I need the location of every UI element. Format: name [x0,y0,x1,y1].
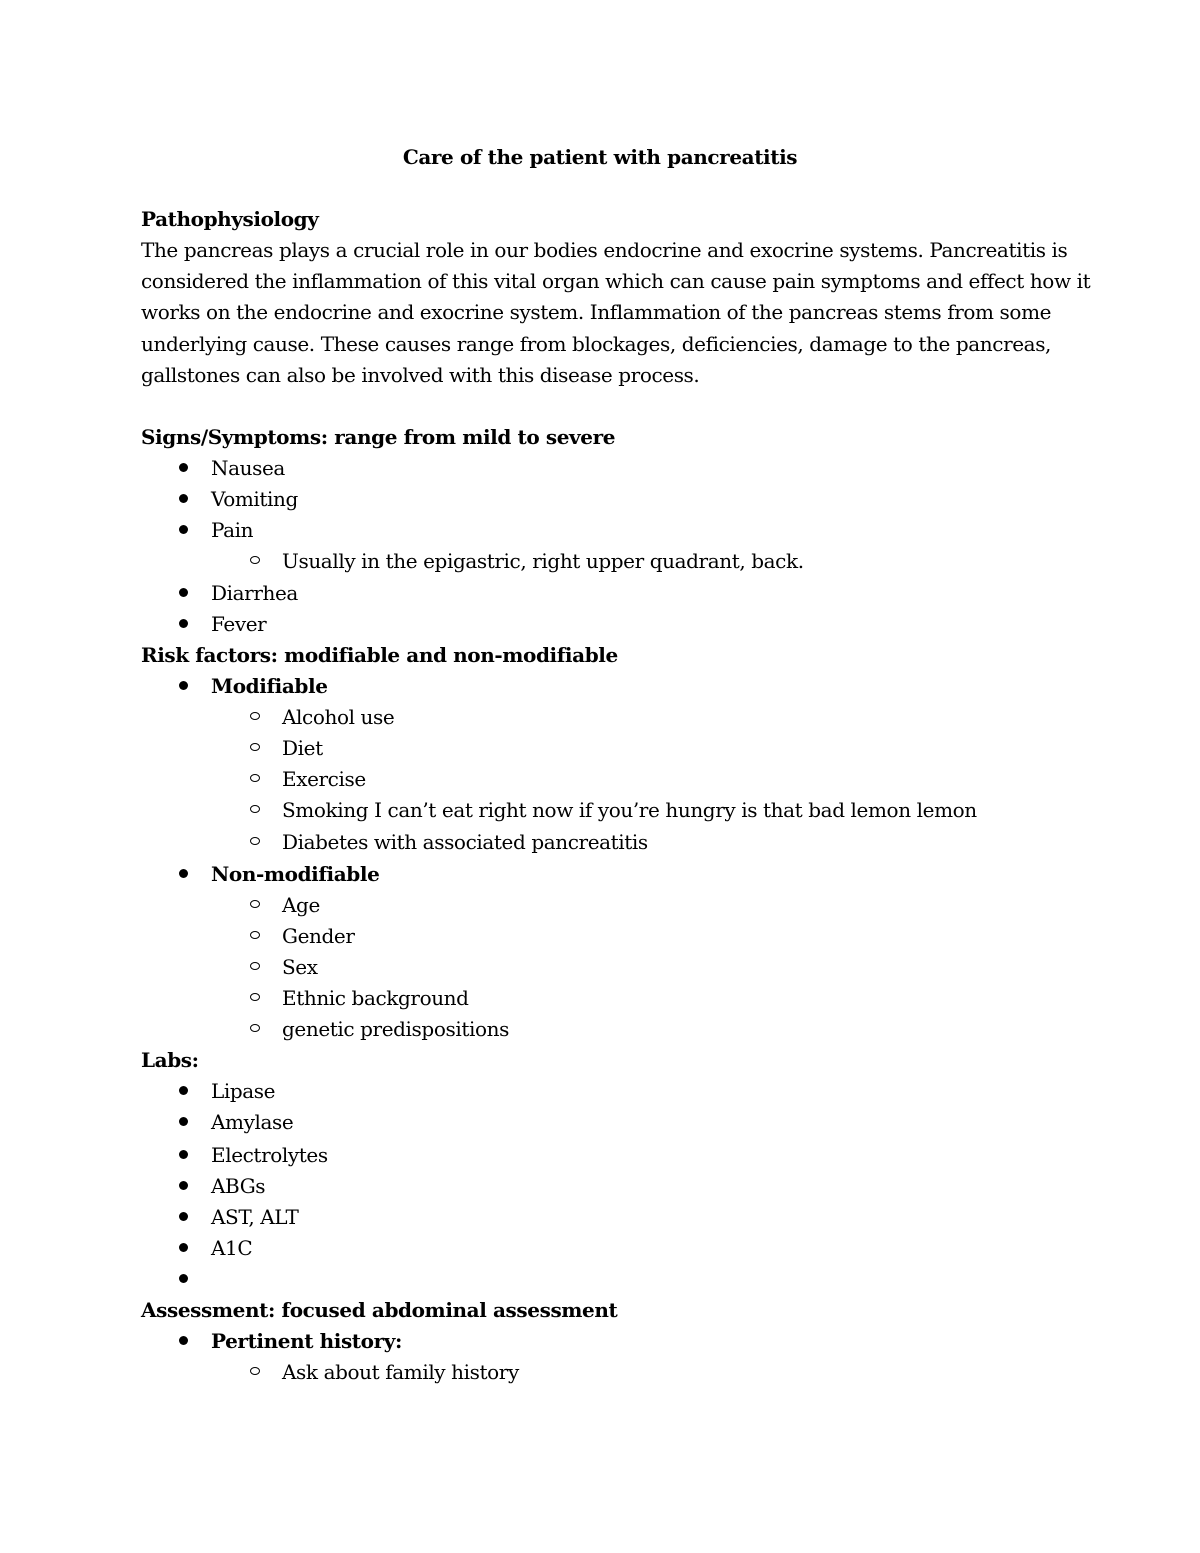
bullet-circle-icon [250,743,260,751]
list-item: AST, ALT [211,1205,299,1229]
risk-factors-heading: Risk factors: modifiable and non-modifiable [141,643,618,667]
list-sub-item: Smoking I can’t eat right now if you’re hungry is that bad lemon lemon [282,798,977,822]
list-item: Amylase [211,1110,294,1134]
bullet-dot-icon [179,494,188,503]
list-sub-item: Age [282,893,320,917]
bullet-circle-icon [250,931,260,939]
bullet-dot-icon [179,1086,188,1095]
list-item: Fever [211,612,267,636]
list-item: Electrolytes [211,1143,328,1167]
bullet-dot-icon [179,1150,188,1159]
list-sub-item: Sex [282,955,318,979]
bullet-dot-icon [179,1212,188,1221]
pathophysiology-line: considered the inflammation of this vital organ which can cause pain symptoms and effect how it [141,269,1091,293]
list-sub-item: genetic predispositions [282,1017,509,1041]
list-sub-item: Exercise [282,767,366,791]
bullet-dot-icon [179,869,188,878]
list-item: Diarrhea [211,581,298,605]
bullet-dot-icon [179,1117,188,1126]
list-sub-item: Alcohol use [282,705,395,729]
list-sub-item: Usually in the epigastric, right upper quadrant, back. [282,549,804,573]
bullet-dot-icon [179,1181,188,1190]
bullet-dot-icon [179,619,188,628]
pathophysiology-line: underlying cause. These causes range from blockages, deficiencies, damage to the pancreas, [141,332,1052,356]
list-sub-item: Ethnic background [282,986,469,1010]
bullet-circle-icon [250,993,260,1001]
signs-symptoms-heading: Signs/Symptoms: range from mild to severe [141,425,616,449]
list-item: A1C [211,1236,253,1260]
assessment-heading: Assessment: focused abdominal assessment [141,1298,618,1322]
list-sub-item: Gender [282,924,355,948]
pathophysiology-line: The pancreas plays a crucial role in our bodies endocrine and exocrine systems. Pancreatitis is [141,238,1068,262]
bullet-circle-icon [250,712,260,720]
bullet-circle-icon [250,962,260,970]
bullet-dot-icon [179,1336,188,1345]
bullet-circle-icon [250,774,260,782]
bullet-circle-icon [250,900,260,908]
document-title: Care of the patient with pancreatitis [402,145,798,169]
bullet-dot-icon [179,588,188,597]
bullet-dot-icon [179,681,188,690]
non-modifiable-label: Non-modifiable [211,862,380,886]
bullet-dot-icon [179,1243,188,1252]
list-sub-item: Diabetes with associated pancreatitis [282,830,648,854]
pathophysiology-heading: Pathophysiology [141,207,319,231]
pathophysiology-line: gallstones can also be involved with this disease process. [141,363,700,387]
bullet-dot-icon [179,525,188,534]
modifiable-label: Modifiable [211,674,328,698]
bullet-circle-icon [250,1024,260,1032]
bullet-circle-icon [250,556,260,564]
bullet-circle-icon [250,1367,260,1375]
list-item: Nausea [211,456,285,480]
bullet-dot-icon [179,1274,188,1283]
list-item: Vomiting [211,487,298,511]
labs-heading: Labs: [141,1048,199,1072]
list-item: Lipase [211,1079,276,1103]
bullet-circle-icon [250,805,260,813]
list-item: Pain [211,518,254,542]
pertinent-history-label: Pertinent history: [211,1329,402,1353]
pathophysiology-line: works on the endocrine and exocrine system. Inflammation of the pancreas stems from some [141,300,1052,324]
list-sub-item: Ask about family history [282,1360,519,1384]
list-item: ABGs [211,1174,266,1198]
bullet-dot-icon [179,463,188,472]
bullet-circle-icon [250,837,260,845]
list-sub-item: Diet [282,736,323,760]
